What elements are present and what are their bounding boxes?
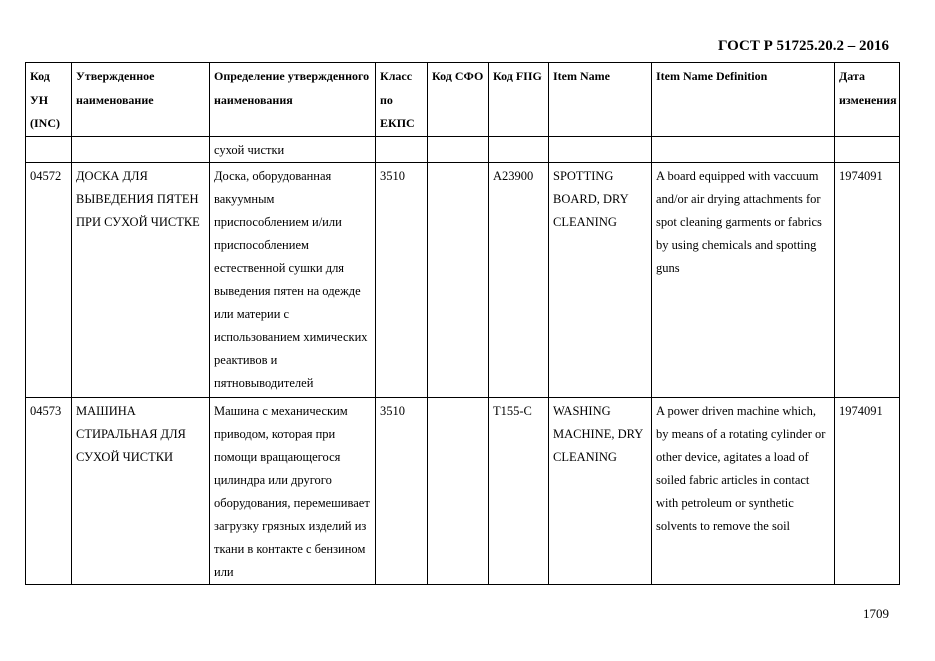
cell-sfo (428, 136, 489, 162)
cell-name (72, 136, 210, 162)
cell-item-name (549, 136, 652, 162)
cell-date: 1974091 (835, 397, 900, 584)
table-row (26, 162, 900, 397)
nomenclature-table (25, 62, 900, 585)
column-header-item-name-definition: Item Name Definition (652, 63, 835, 137)
table-header-row (26, 63, 900, 137)
cell-ekps (376, 136, 428, 162)
page-number: 1709 (863, 606, 889, 621)
cell-definition: сухой чистки (210, 136, 376, 162)
cell-date: 1974091 (835, 162, 900, 397)
cell-definition: Машина с механическим приводом, которая при помощи вращающегося цилиндра или другого оборудования, перемешивает загрузку грязных изделий из ткани в контакте с бензином или (210, 397, 376, 584)
cell-fiig: T155-C (489, 397, 549, 584)
cell-name: ДОСКА ДЛЯ ВЫВЕДЕНИЯ ПЯТЕН ПРИ СУХОЙ ЧИСТКЕ (72, 162, 210, 397)
document-header: ГОСТ Р 51725.20.2 – 2016 (717, 38, 889, 54)
column-header-change-date: Дата изменения (835, 63, 900, 137)
cell-sfo (428, 397, 489, 584)
cell-item-name: SPOTTING BOARD, DRY CLEANING (549, 162, 652, 397)
table-row (26, 397, 900, 584)
cell-date (835, 136, 900, 162)
column-header-definition: Определение утвержденного наименования (210, 63, 376, 137)
column-header-inc: Код УН (INC) (26, 63, 72, 137)
cell-inc: 04573 (26, 397, 72, 584)
table-row-continuation (26, 136, 900, 162)
cell-fiig (489, 136, 549, 162)
cell-ekps: 3510 (376, 397, 428, 584)
column-header-ekps-class: Класс по ЕКПС (376, 63, 428, 137)
cell-inc (26, 136, 72, 162)
cell-inc: 04572 (26, 162, 72, 397)
cell-fiig: A23900 (489, 162, 549, 397)
cell-item-def: A board equipped with vaccuum and/or air drying attachments for spot cleaning garments or fabrics by using chemicals and spotting guns (652, 162, 835, 397)
column-header-fiig-code: Код FIIG (489, 63, 549, 137)
cell-item-def (652, 136, 835, 162)
cell-item-name: WASHING MACHINE, DRY CLEANING (549, 397, 652, 584)
cell-ekps: 3510 (376, 162, 428, 397)
cell-definition: Доска, оборудованная вакуумным приспособлением и/или приспособлением естественной сушки для выведения пятен на одежде или материи с использованием химических реактивов и пятновыводителей (210, 162, 376, 397)
cell-item-def: A power driven machine which, by means of a rotating cylinder or other device, agitates a load of soiled fabric articles in contact with petroleum or synthetic solvents to remove the soil (652, 397, 835, 584)
cell-sfo (428, 162, 489, 397)
column-header-item-name: Item Name (549, 63, 652, 137)
column-header-sfo-code: Код СФО (428, 63, 489, 137)
cell-name: МАШИНА СТИРАЛЬНАЯ ДЛЯ СУХОЙ ЧИСТКИ (72, 397, 210, 584)
column-header-approved-name: Утвержденное наименование (72, 63, 210, 137)
